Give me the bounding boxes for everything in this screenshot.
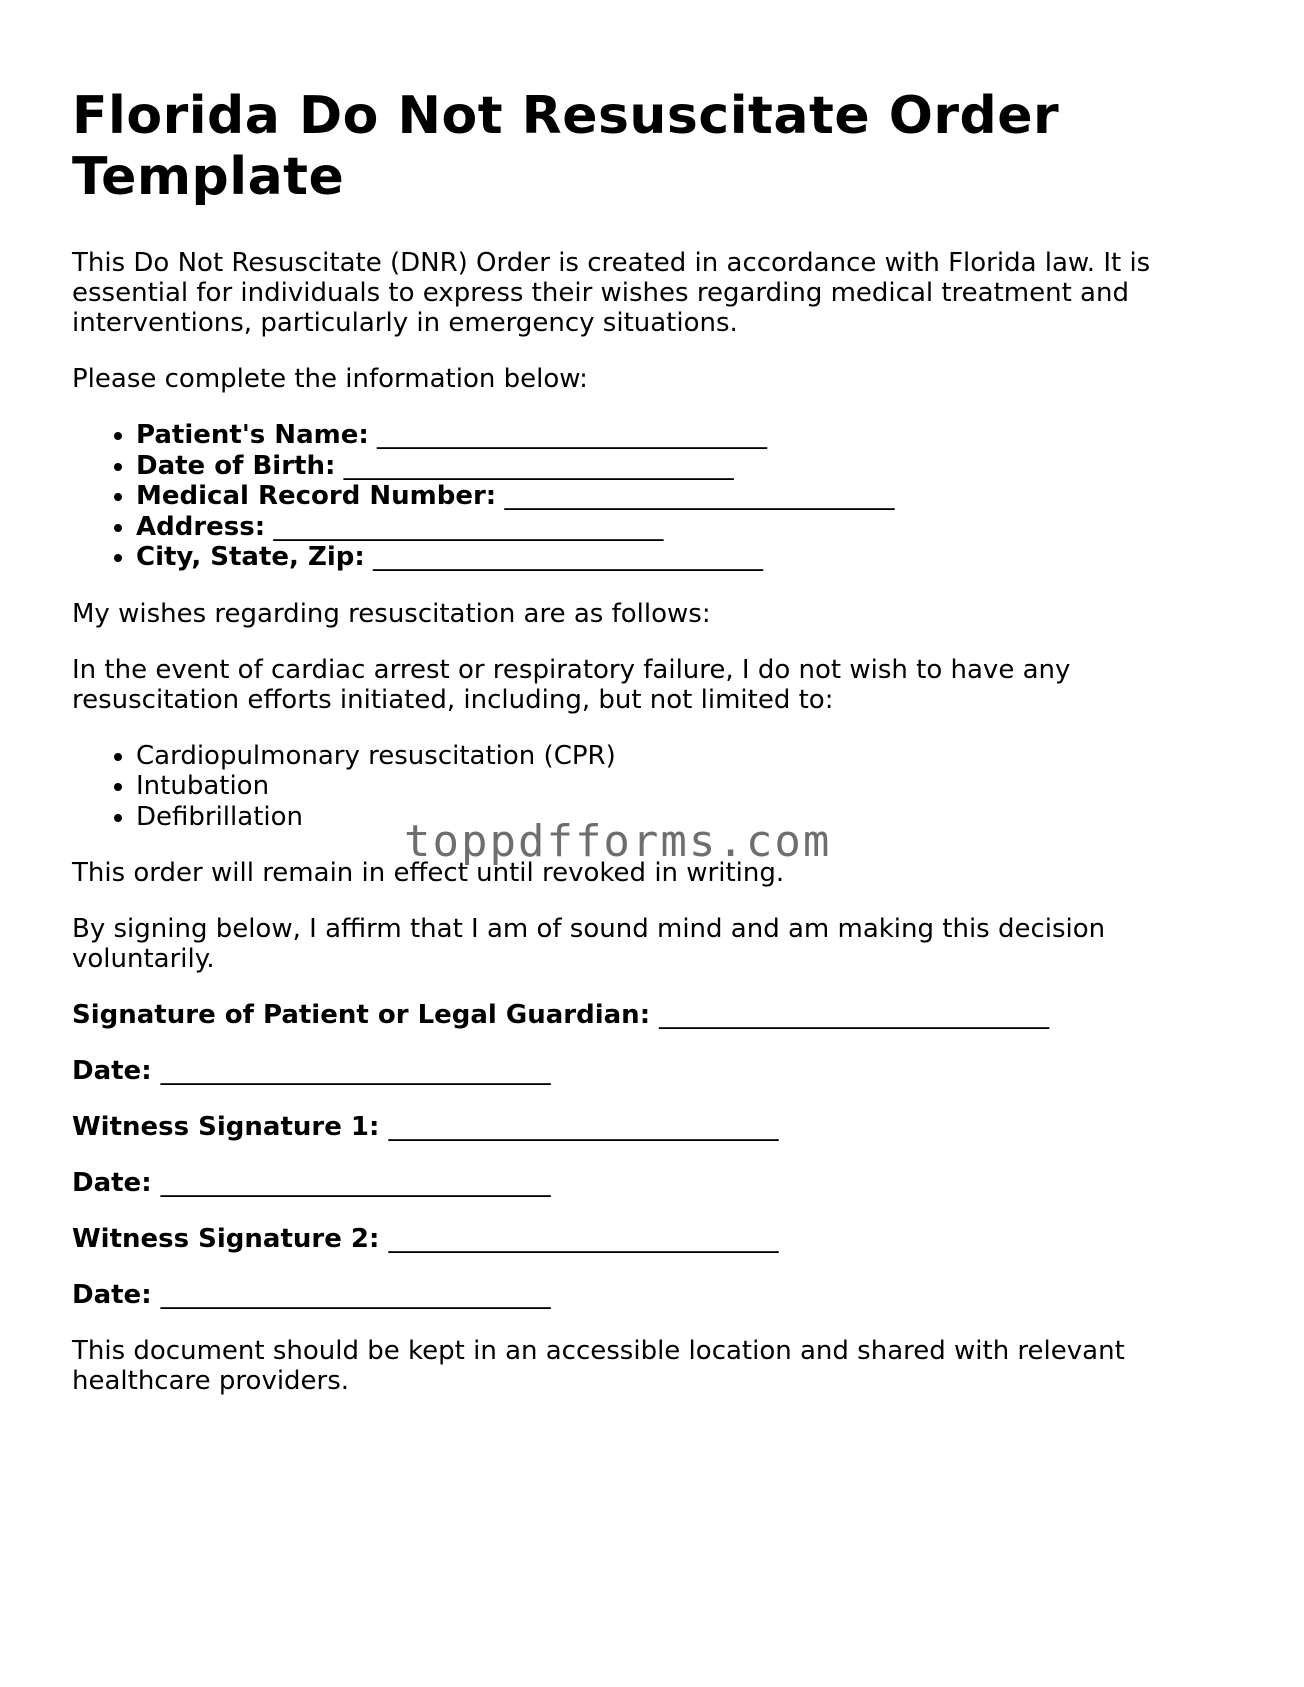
patient-name-label: Patient's Name: (136, 420, 369, 450)
witness-2-signature-blank[interactable]: ______________________________ (388, 1224, 779, 1254)
witness-1-signature-line (72, 1112, 1242, 1142)
list-item (136, 420, 1242, 451)
effect-text: This order will remain in effect until revoked in writing. (72, 858, 785, 888)
instructions-text: Please complete the information below: (72, 364, 588, 394)
patient-signature-label: Signature of Patient or Legal Guardian: (72, 1000, 651, 1030)
medical-record-number-label: Medical Record Number: (136, 481, 497, 511)
patient-signature-line (72, 1000, 1242, 1030)
patient-name-blank[interactable]: ______________________________ (377, 420, 767, 450)
witness-1-date-line (72, 1168, 1242, 1198)
witness-1-signature-label: Witness Signature 1: (72, 1112, 380, 1142)
witness-1-date-label: Date: (72, 1168, 152, 1198)
city-state-zip-label: City, State, Zip: (136, 542, 365, 572)
affirm-text: By signing below, I affirm that I am of sound mind and am making this decision voluntarily. (72, 914, 1106, 974)
witness-1-date-blank[interactable]: ______________________________ (160, 1168, 551, 1198)
patient-date-line (72, 1056, 1242, 1086)
watermark: toppdfforms.com (404, 816, 832, 867)
list-item: • Defibrillation (136, 802, 1242, 833)
witness-2-signature-line (72, 1224, 1242, 1254)
list-item (136, 451, 1242, 482)
witness-2-date-label: Date: (72, 1280, 152, 1310)
list-item (136, 512, 1242, 543)
address-blank[interactable]: ______________________________ (273, 511, 664, 542)
city-state-zip-blank[interactable]: ______________________________ (373, 542, 764, 572)
medical-record-number-blank[interactable]: ______________________________ (504, 481, 895, 511)
date-of-birth-label: Date of Birth: (136, 450, 336, 481)
witness-2-date-line (72, 1280, 1242, 1310)
list-item: • Intubation (136, 771, 1242, 802)
witness-2-date-blank[interactable]: ______________________________ (160, 1280, 551, 1310)
list-item (136, 542, 1242, 573)
witness-1-signature-blank[interactable]: ______________________________ (388, 1112, 779, 1142)
intro-paragraph: This Do Not Resuscitate (DNR) Order is created in accordance with Florida law. It is essential for individuals to express their wishes regarding medical treatment and interventions, particularly in emergency situations. (72, 248, 1151, 338)
patient-date-label: Date: (72, 1056, 152, 1086)
witness-2-signature-label: Witness Signature 2: (72, 1224, 380, 1254)
list-item: • Cardiopulmonary resuscitation (CPR) (136, 741, 1242, 772)
list-item (136, 481, 1242, 512)
patient-date-blank[interactable]: ______________________________ (160, 1056, 551, 1086)
closing-paragraph: This document should be kept in an accessible location and shared with relevant healthcare providers. (72, 1336, 1125, 1396)
patient-info-list (72, 420, 1242, 573)
address-label: Address: (136, 511, 266, 542)
document-title: Florida Do Not Resuscitate Order Template (72, 86, 1060, 207)
wishes-heading: My wishes regarding resuscitation are as follows: (72, 598, 711, 629)
patient-signature-blank[interactable]: ______________________________ (659, 1000, 1050, 1030)
date-of-birth-blank[interactable]: ______________________________ (343, 450, 734, 481)
document-page (72, 86, 1242, 1422)
wishes-text: In the event of cardiac arrest or respiratory failure, I do not wish to have any resuscitation efforts initiated, including, but not limited to: (72, 654, 1071, 715)
